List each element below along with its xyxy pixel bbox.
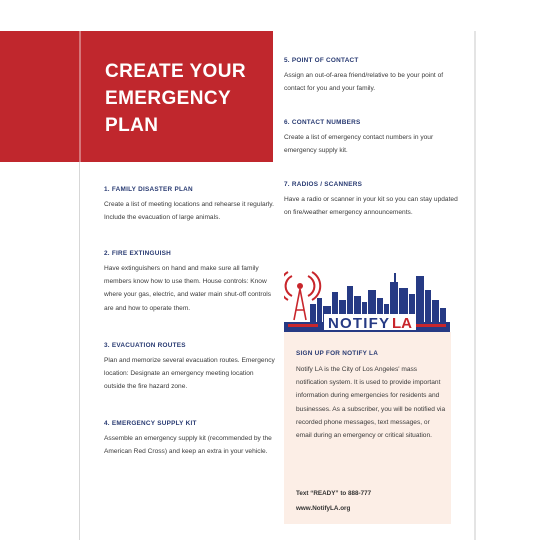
section-heading-fire-extinguish: 2. FIRE EXTINGUISH: [104, 250, 171, 257]
section-heading-radios-scanners: 7. RADIOS / SCANNERS: [284, 181, 363, 188]
section-body-contact-numbers: Create a list of emergency contact numbers in your emergency supply kit.: [284, 134, 434, 155]
section-body-radios-scanners: Have a radio or scanner in your kit so you can stay updated on fire/weather emergency announcements.: [284, 196, 458, 217]
logo-text-notify: NOTIFY: [328, 315, 391, 332]
page-edge: [474, 31, 476, 540]
section-body-point-of-contact: Assign an out-of-area friend/relative to be your point of contact for you and your family.: [284, 72, 444, 93]
section-body-family-plan: Create a list of meeting locations and rehearse it regularly. Include the evacuation of large animals.: [104, 201, 274, 222]
signup-panel: [284, 332, 451, 524]
section-heading-evacuation-routes: 3. EVACUATION ROUTES: [104, 342, 186, 349]
section-body-fire-extinguish: Have extinguishers on hand and make sure all family members know how to use them. House controls: Know where your gas, electric, and water main shut-off controls are and how to operate them.: [104, 265, 271, 312]
logo-text-la: LA: [392, 315, 412, 332]
section-heading-family-plan: 1. FAMILY DISASTER PLAN: [104, 186, 193, 193]
section-heading-point-of-contact: 5. POINT OF CONTACT: [284, 57, 359, 64]
notify-la-logo: [284, 268, 450, 332]
logo-red-stripe-left: [288, 324, 318, 327]
page-seam: [79, 31, 81, 162]
signup-url: www.NotifyLA.org: [296, 505, 351, 512]
signup-text-line: Text “READY” to 888-777: [296, 490, 372, 497]
signup-heading: SIGN UP FOR NOTIFY LA: [296, 350, 379, 357]
section-heading-supply-kit: 4. EMERGENCY SUPPLY KIT: [104, 420, 197, 427]
signup-body: Notify LA is the City of Los Angeles' mass notification system. It is used to provide important information during emergencies for residents and businesses. As a subscriber, you will be notified via recorded phone messages, text messages, or email during an emergency or critical situation.: [296, 366, 446, 440]
section-heading-contact-numbers: 6. CONTACT NUMBERS: [284, 119, 361, 126]
page-title: CREATE YOUR EMERGENCY PLAN: [105, 61, 246, 136]
logo-red-stripe-right: [416, 324, 446, 327]
section-body-supply-kit: Assemble an emergency supply kit (recommended by the American Red Cross) and keep an extra in your vehicle.: [104, 435, 272, 456]
section-body-evacuation-routes: Plan and memorize several evacuation routes. Emergency location: Designate an emergency meeting location outside the fire hazard zone.: [104, 357, 275, 391]
